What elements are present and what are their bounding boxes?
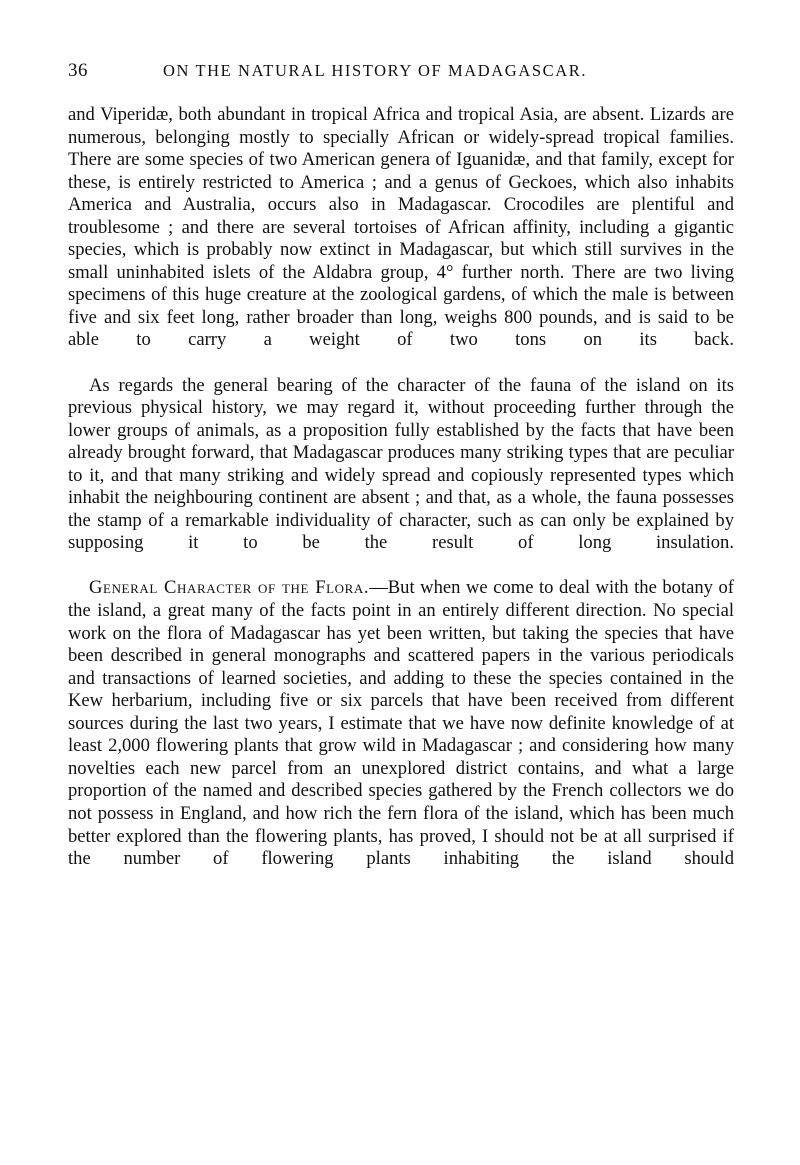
em-dash: —	[369, 577, 388, 599]
paragraph-reptiles-continued: and Viperidæ, both abundant in tropical Africa and tropical Asia, are absent. Lizards are numerous, belonging mostly to specially African or widely-spread tropical families. There are some species of two American genera of Iguanidæ, and that family, except for these, is entirely restricted to America ; and a genus of Geckoes, which also inhabits America and Australia, occurs also in Madagascar. Crocodiles are plentiful and troublesome ; and there are several tortoises of African affinity, including a gigantic species, which is probably now extinct in Madagascar, but which still survives in the small uninhabited islets of the Aldabra group, 4° further north. There are two living specimens of this huge creature at the zoological gardens, of which the male is between five and six feet long, rather broader than long, weighs 800 pounds, and is said to be able to carry a weight of two tons on its back.	[68, 104, 734, 351]
body-text-column	[68, 104, 734, 893]
paragraph-general-character-of-the-flora	[68, 577, 734, 893]
page-number: 36	[68, 60, 88, 81]
paragraph-flora-text: But when we come to deal with the botany of the island, a great many of the facts point in an entirely different direction. No special work on the flora of Madagascar has yet been written, but taking the species that have been described in general monographs and scattered papers in the various periodicals and transactions of learned societies, and adding to these the species contained in the Kew herbarium, including five or six parcels that have been received from different sources during the last two years, I estimate that we have now definite knowledge of at least 2,000 flowering plants that grow wild in Madagascar ; and considering how many novelties each new parcel from an unexplored district contains, and what a large proportion of the named and described species gathered by the French collectors we do not possess in England, and how rich the fern flora of the island, which has been much better explored than the flowering plants, has proved, I should not be at all surprised if the number of flowering plants inhabiting the island should	[68, 577, 735, 870]
paragraph-general-bearing: As regards the general bearing of the character of the fauna of the island on its previous physical history, we may regard it, without proceeding further through the lower groups of animals, as a proposition fully established by the facts that have been already brought forward, that Madagascar produces many striking types that are peculiar to it, and that many striking and widely spread and copiously represented types which inhabit the neighbouring continent are absent ; and that, as a whole, the fauna possesses the stamp of a remarkable individuality of character, such as can only be explained by supposing it to be the result of long insulation.	[68, 374, 734, 554]
running-head-title: ON THE NATURAL HISTORY OF MADAGASCAR.	[163, 61, 588, 80]
run-in-heading-general-character-of-the-flora: General Character of the Flora.	[89, 577, 370, 599]
page-header	[68, 58, 733, 84]
